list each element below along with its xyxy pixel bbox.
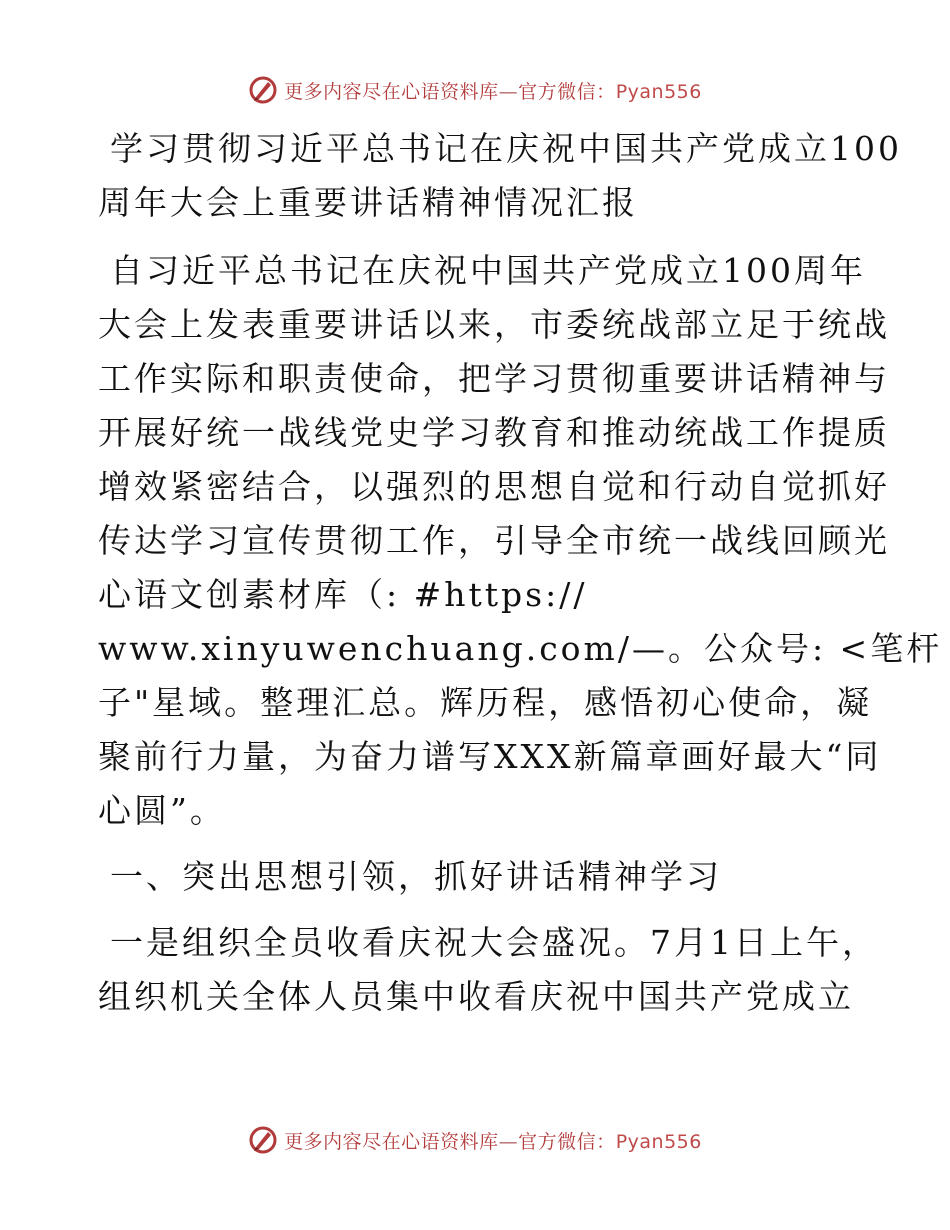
paragraph1-line-8: www.xinyuwenchuang.com/—。公众号: <笔杆 — [98, 629, 943, 668]
document-title-line-1: 学习贯彻习近平总书记在庆祝中国共产党成立100 — [110, 129, 902, 168]
paragraph1-line-2: 大会上发表重要讲话以来，市委统战部立足于统战 — [98, 305, 890, 344]
watermark-text: 更多内容尽在心语资料库—官方微信：Pyan556 — [284, 1130, 702, 1153]
paragraph1-line-9: 子"星域。整理汇总。辉历程，感悟初心使命，凝 — [98, 683, 873, 722]
paragraph1-line-10: 聚前行力量，为奋力谱写XXX新篇章画好最大“同 — [98, 737, 882, 776]
paragraph2-line-1: 一是组织全员收看庆祝大会盛况。7月1日上午， — [110, 923, 878, 962]
paragraph1-line-6: 传达学习宣传贯彻工作，引导全市统一战线回顾光 — [98, 521, 890, 560]
paragraph1-line-1: 自习近平总书记在庆祝中国共产党成立100周年 — [110, 251, 866, 290]
header-watermark — [0, 70, 950, 110]
paragraph1-line-5: 增效紧密结合，以强烈的思想自觉和行动自觉抓好 — [98, 467, 890, 506]
paragraph1-line-3: 工作实际和职责使命，把学习贯彻重要讲话精神与 — [98, 359, 890, 398]
paragraph2-line-2: 组织机关全体人员集中收看庆祝中国共产党成立 — [98, 977, 854, 1016]
paragraph1-line-7: 心语文创素材库（: #https:// — [98, 575, 588, 614]
document-title-line-2: 周年大会上重要讲话精神情况汇报 — [98, 183, 638, 222]
section-heading-1: 一、突出思想引领，抓好讲话精神学习 — [110, 857, 722, 896]
quill-circle-icon — [248, 75, 278, 105]
watermark-text: 更多内容尽在心语资料库—官方微信：Pyan556 — [284, 80, 702, 103]
footer-watermark — [0, 1120, 950, 1160]
paragraph1-line-4: 开展好统一战线党史学习教育和推动统战工作提质 — [98, 413, 890, 452]
quill-circle-icon — [248, 1125, 278, 1155]
paragraph1-line-11: 心圆”。 — [98, 791, 226, 830]
document-body — [98, 122, 943, 1024]
